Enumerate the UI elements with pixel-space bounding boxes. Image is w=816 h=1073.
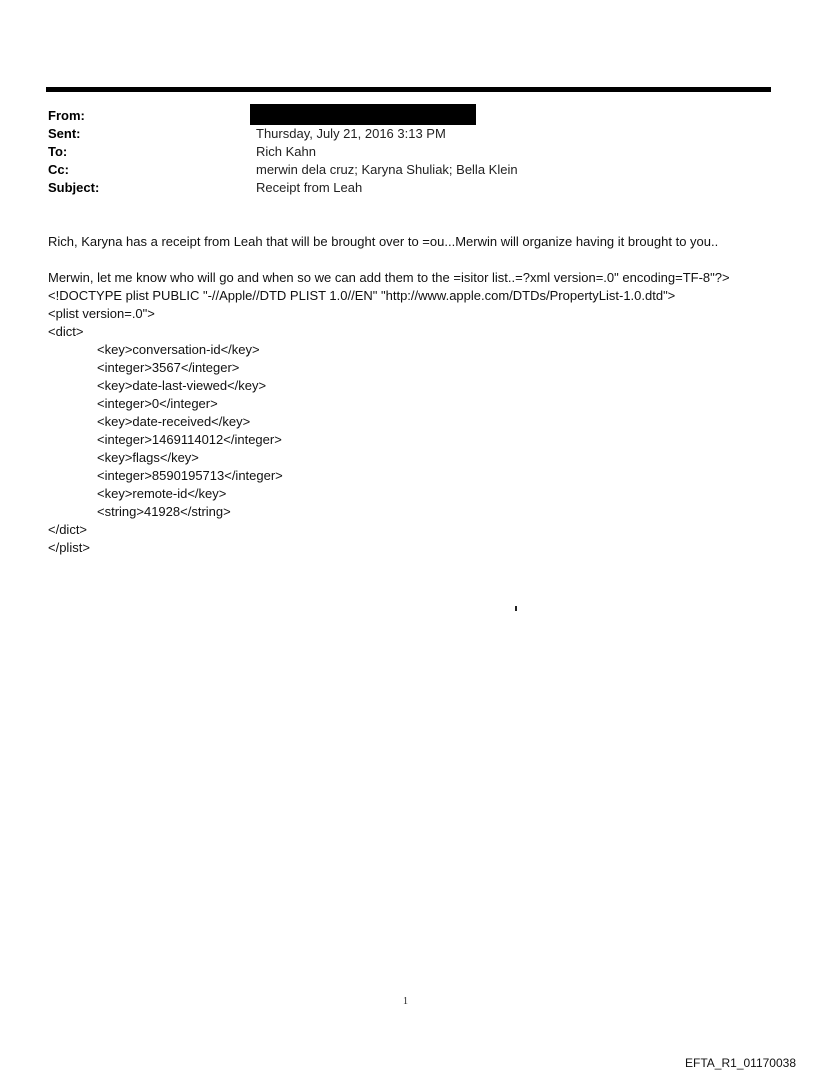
from-row — [48, 107, 768, 125]
plist-entry-line: <key>remote-id</key> — [97, 486, 227, 501]
plist-entry-line: <key>flags</key> — [97, 450, 199, 465]
cc-value: merwin dela cruz; Karyna Shuliak; Bella Klein — [256, 162, 518, 177]
plist-entry-line: <key>date-received</key> — [97, 414, 251, 429]
cc-label: Cc: — [48, 162, 69, 177]
header-divider — [46, 87, 771, 92]
from-label: From: — [48, 108, 85, 123]
page-number: 1 — [403, 996, 408, 1007]
paragraph-gap — [48, 251, 778, 269]
plist-entry-line: <integer>0</integer> — [97, 396, 218, 411]
plist-close-line: </plist> — [48, 540, 90, 555]
plist-open-line: <plist version=.0"> — [48, 306, 155, 321]
to-label: To: — [48, 144, 68, 159]
subject-row — [48, 179, 768, 197]
subject-value: Receipt from Leah — [256, 180, 363, 195]
plist-entry-line: <key>conversation-id</key> — [97, 342, 260, 357]
plist-entry-line: <integer>8590195713</integer> — [97, 468, 283, 483]
body-paragraph-1: Rich, Karyna has a receipt from Leah that will be brought over to =ou...Merwin will organize having it brought to you.. — [48, 234, 719, 249]
subject-label: Subject: — [48, 180, 100, 195]
cc-row — [48, 161, 768, 179]
sent-value: Thursday, July 21, 2016 3:13 PM — [256, 126, 446, 141]
sent-label: Sent: — [48, 126, 81, 141]
scan-artifact-mark — [515, 606, 517, 611]
document-id: EFTA_R1_01170038 — [685, 1056, 796, 1070]
plist-doctype-line: <!DOCTYPE plist PUBLIC "-//Apple//DTD PLIST 1.0//EN" "http://www.apple.com/DTDs/PropertyList-1.0.dtd"> — [48, 288, 676, 303]
dict-close-line: </dict> — [48, 522, 88, 537]
body-paragraph-2: Merwin, let me know who will go and when so we can add them to the =isitor list..=?xml version=.0" encoding=TF-8"?> — [48, 270, 730, 285]
to-value: Rich Kahn — [256, 144, 316, 159]
email-body — [48, 233, 778, 557]
plist-entry-line: <integer>1469114012</integer> — [97, 432, 282, 447]
sent-row — [48, 125, 768, 143]
dict-open-line: <dict> — [48, 324, 84, 339]
to-row — [48, 143, 768, 161]
redaction-box — [250, 104, 476, 125]
plist-entry-line: <integer>3567</integer> — [97, 360, 240, 375]
email-header — [48, 107, 768, 197]
plist-entry-line: <string>41928</string> — [97, 504, 231, 519]
plist-entry-line: <key>date-last-viewed</key> — [97, 378, 267, 393]
